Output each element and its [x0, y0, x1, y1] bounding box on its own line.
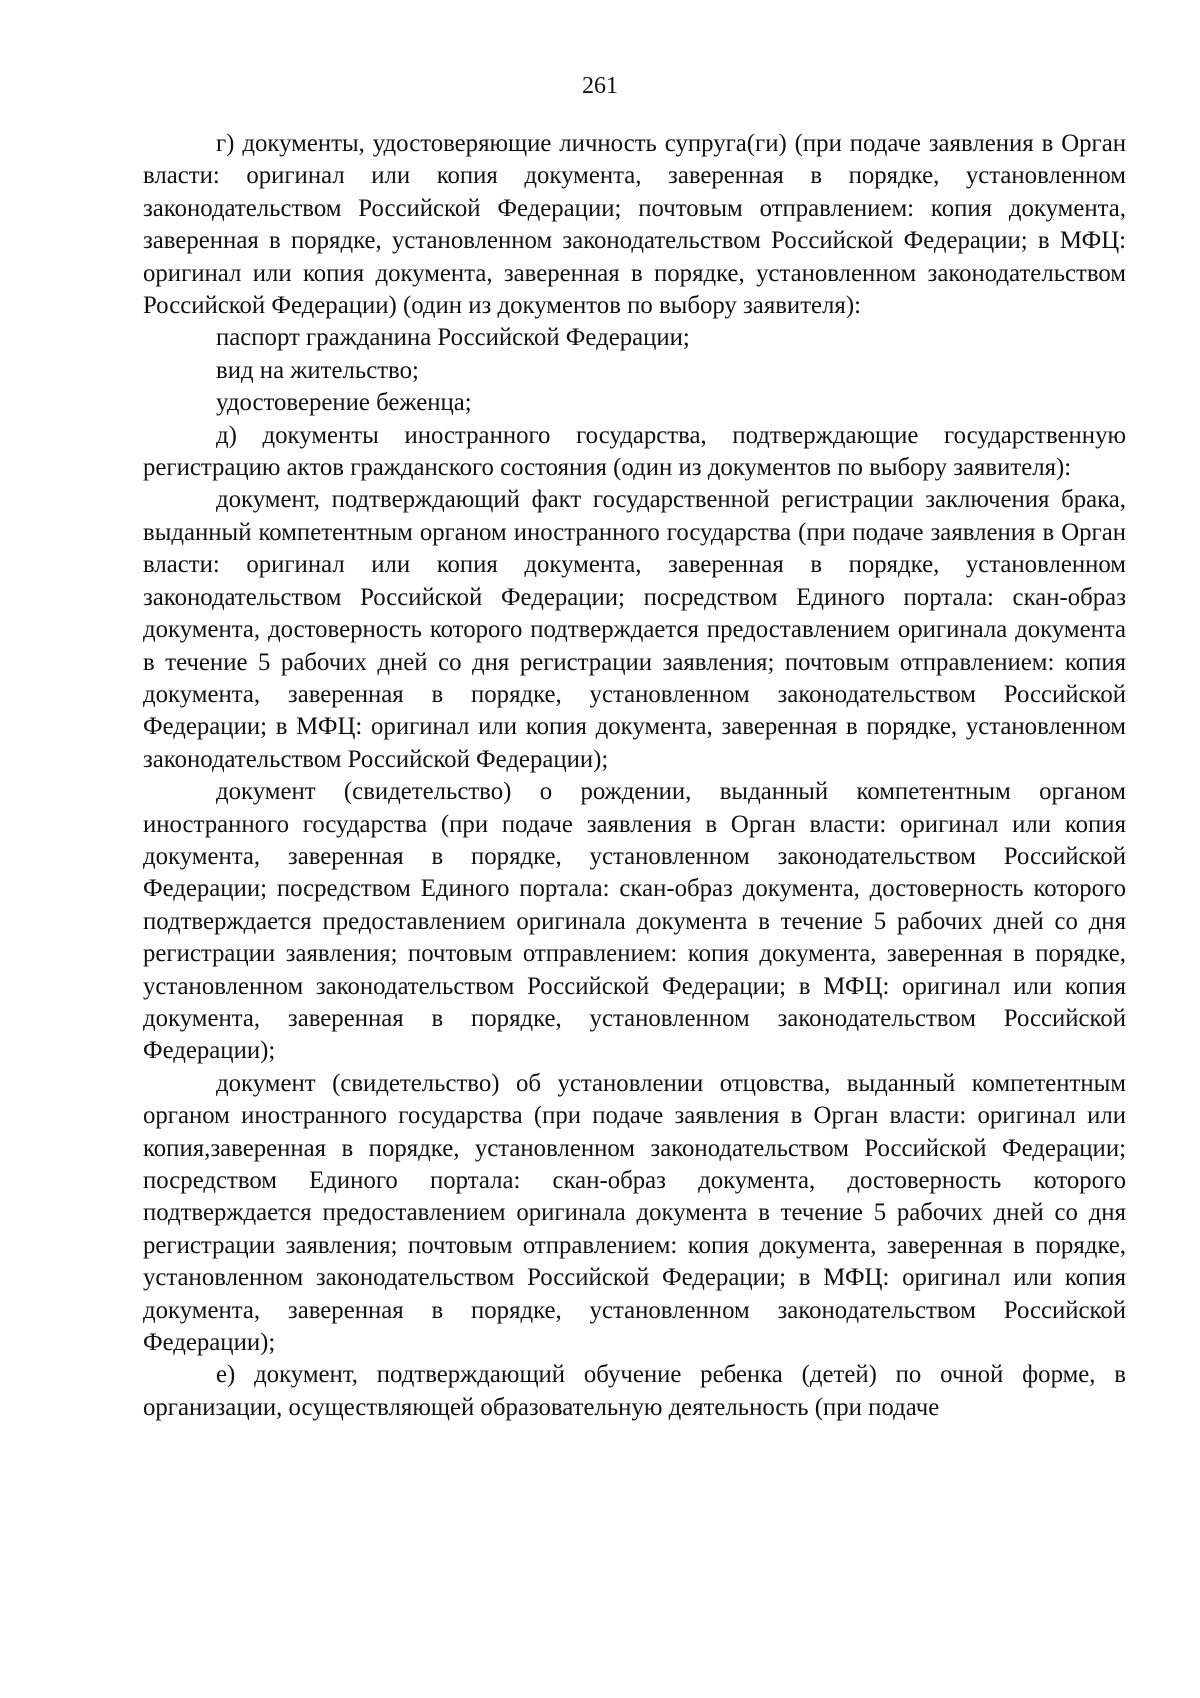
paragraph-birth-certificate-document: документ (свидетельство) о рождении, выданный компетентным органом иностранного государства (при подаче заявления в Орган власти: оригинал или копия документа, заверенная в порядке, установленном законодательством Российской Федерации; посредством Единого портала: скан-образ документа, достоверность которого подтверждается предоставлением оригинала документа в течение 5 рабочих дней со дня регистрации заявления; почтовым отправлением: копия документа, заверенная в порядке, установленном законодательством Российской Федерации; в МФЦ: оригинал или копия документа, заверенная в порядке, установленном законодательством Российской Федерации); [143, 778, 1126, 1065]
list-item-passport: паспорт гражданина Российской Федерации; [216, 324, 690, 352]
document-body [143, 128, 1126, 1424]
list-item-refugee-certificate: удостоверение беженца; [216, 389, 472, 417]
paragraph-g-spouse-identity-documents: г) документы, удостоверяющие личность супруга(ги) (при подаче заявления в Орган власти: оригинал или копия документа, заверенная в порядке, установленном законодательством Российской Федерации; почтовым отправлением: копия документа, заверенная в порядке, установленном законодательством Российской Федерации; в МФЦ: оригинал или копия документа, заверенная в порядке, установленном законодательством Российской Федерации) (один из документов по выбору заявителя): [143, 130, 1126, 320]
paragraph-d-foreign-state-documents: д) документы иностранного государства, подтверждающие государственную регистрацию актов гражданского состояния (один из документов по выбору заявителя): [143, 421, 1126, 482]
list-item-residence-permit: вид на жительство; [216, 356, 419, 384]
paragraph-paternity-certificate-document: документ (свидетельство) об установлении отцовства, выданный компетентным органом иностранного государства (при подаче заявления в Орган власти: оригинал или копия,заверенная в порядке, установленном законодательством Российской Федерации; посредством Единого портала: скан-образ документа, достоверность которого подтверждается предоставлением оригинала документа в течение 5 рабочих дней со дня регистрации заявления; почтовым отправлением: копия документа, заверенная в порядке, установленном законодательством Российской Федерации; в МФЦ: оригинал или копия документа, заверенная в порядке, установленном законодательством Российской Федерации); [143, 1069, 1126, 1357]
paragraph-e-child-education-document: е) документ, подтверждающий обучение ребенка (детей) по очной форме, в организации, осуществляющей образовательную деятельность (при подаче [143, 1361, 1126, 1421]
paragraph-marriage-registration-document: документ, подтверждающий факт государственной регистрации заключения брака, выданный компетентным органом иностранного государства (при подаче заявления в Орган власти: оригинал или копия документа, заверенная в порядке, установленном законодательством Российской Федерации; посредством Единого портала: скан-образ документа, достоверность которого подтверждается предоставлением оригинала документа в течение 5 рабочих дней со дня регистрации заявления; почтовым отправлением: копия документа, заверенная в порядке, установленном законодательством Российской Федерации; в МФЦ: оригинал или копия документа, заверенная в порядке, установленном законодательством Российской Федерации); [143, 486, 1126, 773]
page-number: 261 [582, 73, 618, 99]
